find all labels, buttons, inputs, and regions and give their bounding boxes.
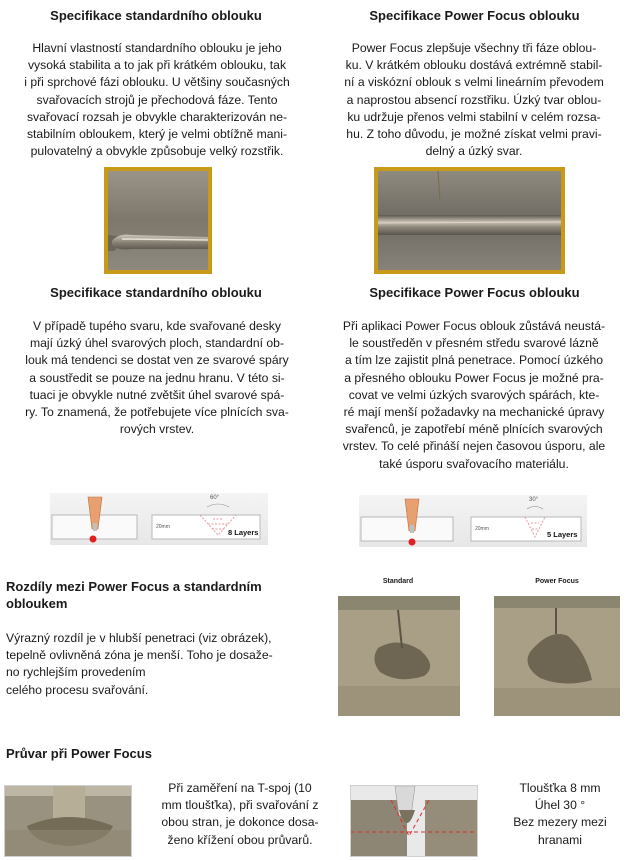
label-power-focus: Power Focus [535, 578, 579, 585]
text-line: V případě tupého svaru, kde svařované desky [33, 319, 281, 333]
text-line: svařovacích strojů je přechodová fáze. Tento [36, 92, 278, 107]
text-line: rových vrstev. [119, 422, 195, 437]
t-joint-photo [4, 785, 132, 857]
spec-line: Bez mezery mezi [513, 815, 607, 830]
standard-weld-photo [104, 167, 212, 274]
thickness-label: 20mm [156, 524, 170, 530]
joint-specifications [490, 780, 630, 849]
text-line: Power Focus zlepšuje všechny tři fáze oblou- [351, 41, 597, 55]
text-line: vrstev. To celé přináší nejen časovou úsporu, ale [342, 439, 606, 454]
butt-joint-photo [350, 785, 478, 857]
text-line: ry. To znamená, že potřebujete více plnících sva- [25, 405, 289, 420]
heading-standard-arc-1: Specifikace standardního oblouku [50, 8, 262, 23]
text-line: hu. Z toho důvodu, je možné získat velmi pravi- [346, 127, 602, 142]
standard-joint-diagram [50, 493, 268, 545]
text-line: ní a viskózní oblouk s velmi lineárním převodem [344, 75, 604, 90]
text-line: tepelně ovlivněná zóna je menší. Toho je dosaže- [6, 648, 273, 663]
layers-label: 8 Layers [228, 528, 259, 537]
text-line: a tím lze zajistit plná penetrace. Pomocí úzkého [344, 353, 604, 368]
text-line: také úsporu svařovacího materiálu. [379, 456, 569, 471]
paragraph-differences [6, 630, 326, 699]
angle-label: 60° [210, 495, 220, 501]
layers-label: 5 Layers [547, 530, 578, 539]
text-line: obou stran, je dokonce dosa- [161, 815, 319, 830]
text-line: i při sprchové fázi oblouku. U většiny současných [24, 75, 290, 90]
butt-joint-image [351, 786, 477, 856]
heading-line: obloukem [6, 596, 68, 611]
paragraph-standard-arc-1 [2, 40, 312, 160]
text-line: covat ve velmi úzkých svarových spárách, kte- [348, 387, 600, 402]
text-line: a naprostou absencí rozstřiku. Úzký tvar oblou- [346, 92, 602, 107]
power-focus-weld-image [378, 171, 561, 270]
text-line: Při aplikaci Power Focus oblouk zůstává neustá- [342, 319, 606, 333]
label-standard: Standard [382, 578, 414, 585]
text-line: ku. V krátkém oblouku dostává extrémně stabil- [345, 58, 603, 73]
text-line: ré mají menší požadavky na mechanické úpravy [343, 405, 605, 420]
power-focus-joint-diagram [359, 495, 587, 547]
text-line: Při zaměření na T-spoj (10 [168, 781, 312, 795]
text-line: svařenců, je zapotřebí méně plnících svarových [345, 422, 603, 437]
text-line: le soustředěn v přesném středu svarové lázně [349, 336, 599, 351]
spec-line: Úhel 30 ° [534, 798, 586, 813]
text-line: vysoká stabilita a to jak při krátkém oblouku, tak [27, 58, 287, 73]
paragraph-standard-arc-2 [2, 318, 312, 438]
standard-penetration-photo [338, 596, 460, 716]
standard-weld-image [108, 171, 208, 270]
spec-line: Tloušťka 8 mm [519, 781, 601, 795]
thickness-label: 20mm [475, 526, 489, 532]
text-line: Výrazný rozdíl je v hlubší penetraci (viz obrázek), [6, 631, 272, 645]
t-joint-image [5, 786, 131, 856]
text-line: pulovatelný a obvykle způsobuje velký rozstřik. [30, 144, 284, 159]
text-line: a soustředit se pouze na jednu hranu. V této si- [29, 370, 285, 385]
heading-power-focus-arc-1: Specifikace Power Focus oblouku [369, 8, 580, 23]
power-focus-weld-photo [374, 167, 565, 274]
power-focus-joint-graphic [359, 495, 587, 547]
text-line: Hlavní vlastností standardního oblouku je jeho [32, 41, 282, 55]
standard-joint-graphic [50, 493, 268, 545]
spec-line: hranami [537, 832, 583, 847]
text-line: stabilním obloukem, který je velmi obtížně mani- [26, 127, 288, 142]
power-focus-penetration-image [494, 596, 620, 716]
text-line: celého procesu svařování. [6, 682, 149, 697]
paragraph-power-focus-arc-1 [318, 40, 630, 160]
heading-line: Rozdíly mezi Power Focus a standardním [6, 579, 262, 594]
angle-label: 30° [529, 497, 539, 503]
text-line: mají úzký úhel svarových ploch, standardní ob- [29, 336, 285, 351]
heading-standard-arc-2: Specifikace standardního oblouku [50, 285, 262, 300]
text-line: ku udržuje přenos velmi stabilní v celém rozsa- [347, 109, 601, 124]
text-line: louk má tendenci se dostat ven ze svarové spáry [25, 353, 289, 368]
text-line: no rychlejším provedením [6, 665, 146, 680]
power-focus-penetration-photo [494, 596, 620, 716]
standard-penetration-image [338, 596, 460, 716]
paragraph-penetration [140, 780, 340, 849]
paragraph-power-focus-arc-2 [318, 318, 630, 473]
text-line: delný a úzký svar. [425, 144, 523, 159]
heading-penetration: Průvar při Power Focus [6, 746, 152, 761]
heading-differences [6, 578, 326, 612]
text-line: a přesného oblouku Power Focus je možné pra- [344, 370, 604, 385]
text-line: svařovací rozsah je obvykle charakterizován ne- [26, 109, 288, 124]
text-line: mm tloušťka), při svařování z [161, 798, 319, 813]
text-line: ženo křížení obou průvarů. [167, 832, 313, 847]
heading-power-focus-arc-2: Specifikace Power Focus oblouku [369, 285, 580, 300]
text-line: tuaci je obvykle nutné zvětšit úhel svarové spá- [29, 387, 285, 402]
